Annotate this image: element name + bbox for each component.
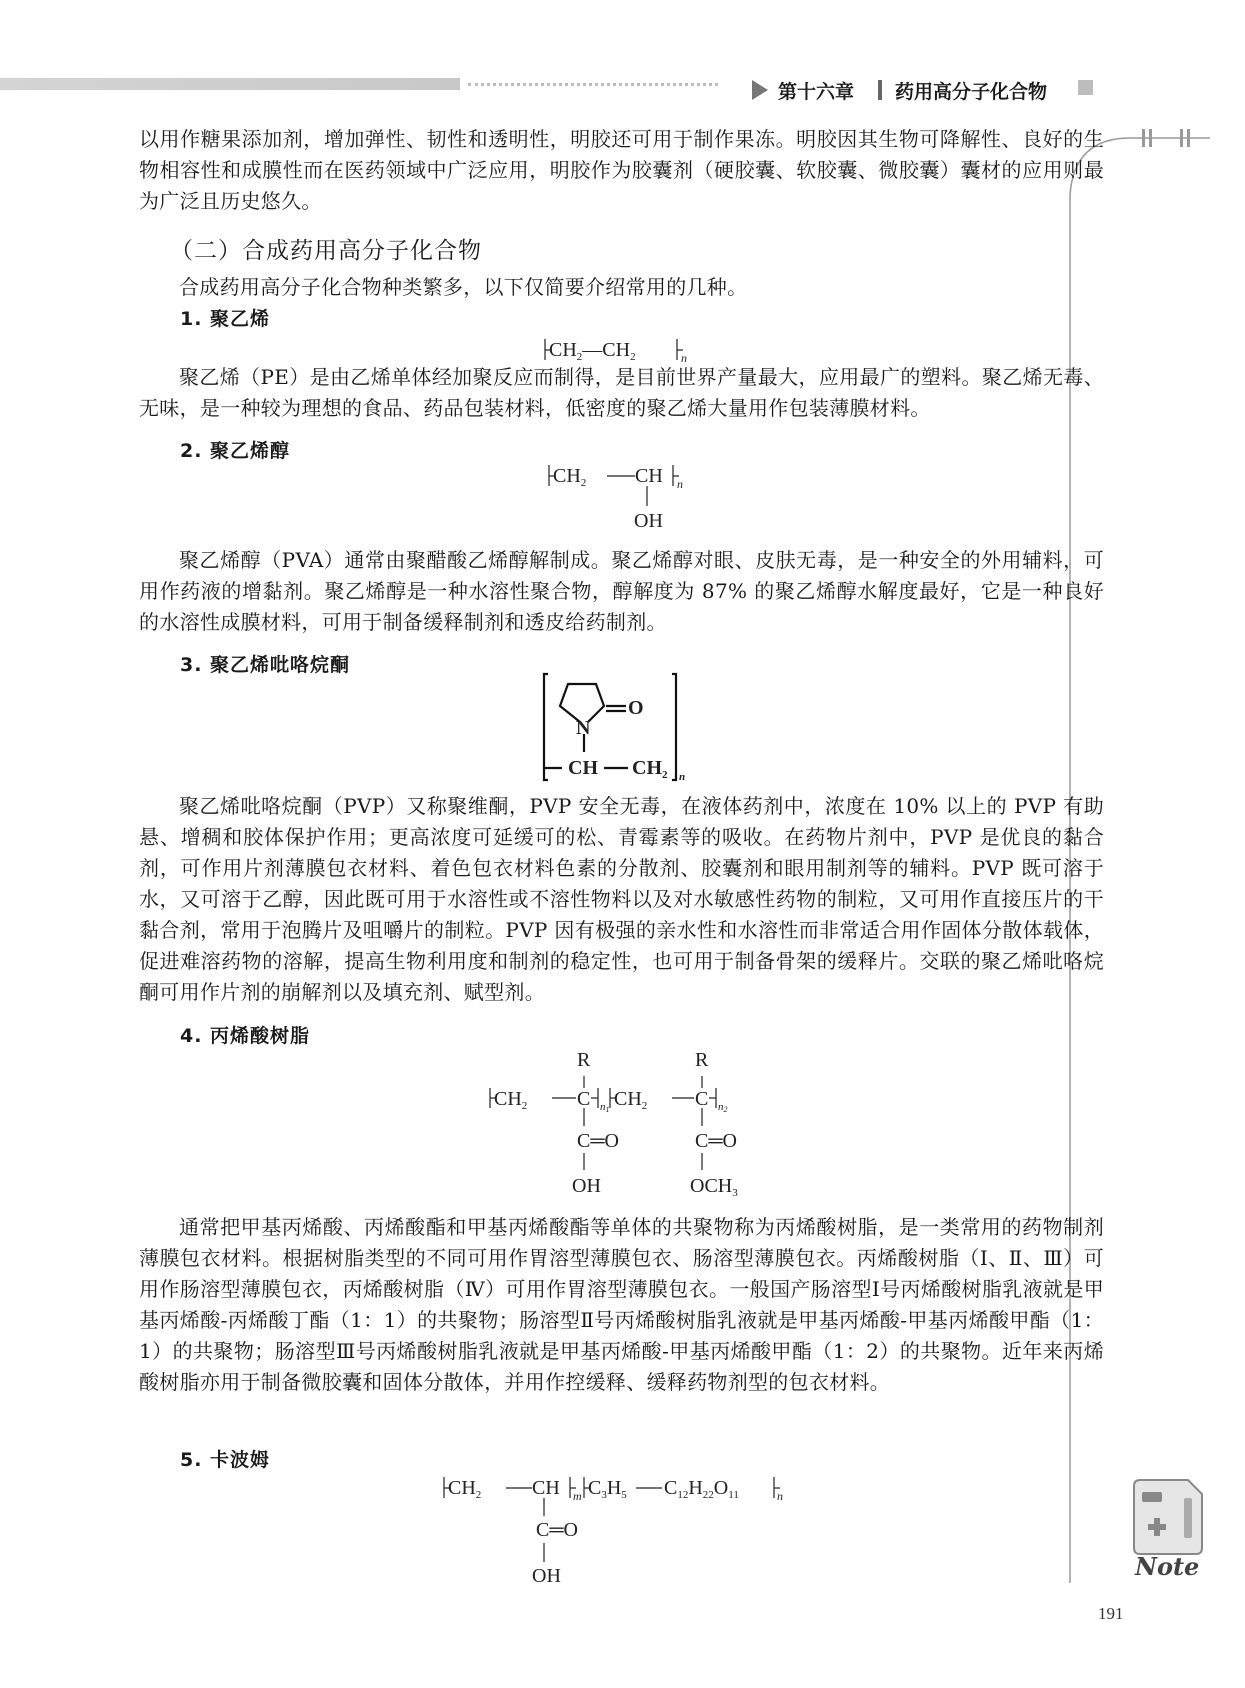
svg-text:C12H22O11: $C_{12}H_{22}O_{11}$	[664, 1477, 739, 1501]
svg-text:C: C	[695, 1088, 709, 1110]
svg-text:OH: OH	[532, 1565, 561, 1587]
heading-pva: 2. 聚乙烯醇	[180, 440, 291, 462]
svg-text:CH2: $CH_2$	[448, 1477, 482, 1501]
svg-text:N: N	[576, 717, 591, 739]
header-bar	[0, 78, 460, 90]
svg-text:n: n	[681, 351, 687, 362]
svg-text:CH2: $CH_2$	[553, 465, 587, 489]
heading-pe: 1. 聚乙烯	[180, 308, 271, 330]
formula-carbomer	[440, 1470, 810, 1590]
heading-acrylic: 4. 丙烯酸树脂	[180, 1025, 311, 1047]
header-chapter: 第十六章	[778, 81, 855, 103]
svg-text:OCH3: $OCH_3$	[690, 1175, 738, 1199]
svg-text:n: n	[679, 771, 686, 783]
svg-text:CH: CH	[532, 1477, 560, 1499]
svg-text:C: C	[577, 1088, 591, 1110]
paragraph-pva: 聚乙烯醇（PVA）通常由聚醋酸乙烯醇解制成。聚乙烯醇对眼、皮肤无毒，是一种安全的外用辅料，可用作药液的增黏剂。聚乙烯醇是一种水溶性聚合物，醇解度为 87% 的聚乙烯醇水解度最好，它是一种良好的水溶性成膜材料，可用于制备缓释制剂和透皮给药制剂。	[139, 548, 1104, 634]
formula-pe	[535, 332, 695, 362]
formula-pva	[545, 460, 695, 535]
note-label: Note	[1135, 1552, 1200, 1581]
svg-text:n: n	[777, 1489, 783, 1503]
header-dots	[468, 83, 718, 90]
svg-text:n: n	[677, 477, 683, 491]
svg-text:n1: n1	[600, 1101, 610, 1114]
svg-text:C═O: C═O	[695, 1130, 737, 1152]
section-title: （二）合成药用高分子化合物	[170, 238, 482, 264]
svg-text:CH2—CH2: $CH_2—CH_2$	[549, 339, 636, 362]
svg-text:CH: CH	[635, 465, 663, 487]
header-square-icon	[1078, 80, 1093, 95]
svg-text:O: O	[628, 697, 644, 719]
header-title: 药用高分子化合物	[895, 81, 1048, 103]
paragraph-pvp: 聚乙烯吡咯烷酮（PVP）又称聚维酮，PVP 安全无毒，在液体药剂中，浓度在 10% 以上的 PVP 有助悬、增稠和胶体保护作用；更高浓度可延缓可的松、青霉素等的吸收。在药物片剂中，PVP 是优良的黏合剂，可作用片剂薄膜包衣材料、着色包衣材料色素的分散剂、胶囊剂和眼用制剂等的辅料。PVP 既可溶于水，又可溶于乙醇，因此既可用于水溶性或不溶性物料以及对水敏感性药物的制粒，又可用作直接压片的干黏合剂，常用于泡腾片及咀嚼片的制粒。PVP 因有极强的亲水性和水溶性而非常适合用作固体分散体载体，促进难溶药物的溶解，提高生物利用度和制剂的稳定性，也可用于制备骨架的缓释片。交联的聚乙烯吡咯烷酮可用作片剂的崩解剂以及填充剂、赋型剂。	[139, 794, 1104, 1004]
svg-text:C═O: C═O	[577, 1130, 619, 1152]
paragraph-gelatin: 以用作糖果添加剂，增加弹性、韧性和透明性，明胶还可用于制作果冻。明胶因其生物可降解性、良好的生物相容性和成膜性而在医药领域中广泛应用，明胶作为胶囊剂（硬胶囊、软胶囊、微胶囊）囊材的应用则最为广泛且历史悠久。	[139, 127, 1104, 213]
svg-text:R: R	[577, 1049, 591, 1071]
svg-text:CH: CH	[568, 757, 598, 779]
heading-carbomer: 5. 卡波姆	[180, 1449, 271, 1471]
svg-text:n2: n2	[718, 1101, 728, 1114]
formula-acrylic	[488, 1048, 778, 1203]
svg-text:CH2: $CH_2$	[632, 757, 668, 781]
page-number: 191	[1098, 1604, 1124, 1623]
paragraph-intro: 合成药用高分子化合物种类繁多，以下仅简要介绍常用的几种。	[179, 275, 748, 299]
svg-text:OH: OH	[634, 510, 663, 532]
paragraph-acrylic: 通常把甲基丙烯酸、丙烯酸酯和甲基丙烯酸酯等单体的共聚物称为丙烯酸树脂，是一类常用的药物制剂薄膜包衣材料。根据树脂类型的不同可用作胃溶型薄膜包衣、肠溶型薄膜包衣。丙烯酸树脂（Ⅰ、Ⅱ、Ⅲ）可用作肠溶型薄膜包衣，丙烯酸树脂（Ⅳ）可用作胃溶型薄膜包衣。一般国产肠溶型Ⅰ号丙烯酸树脂乳液就是甲基丙烯酸-丙烯酸丁酯（1：1）的共聚物；肠溶型Ⅱ号丙烯酸树脂乳液就是甲基丙烯酸-甲基丙烯酸甲酯（1：1）的共聚物；肠溶型Ⅲ号丙烯酸树脂乳液就是甲基丙烯酸-甲基丙烯酸甲酯（1：2）的共聚物。近年来丙烯酸树脂亦用于制备微胶囊和固体分散体，并用作控缓释、缓释药物剂型的包衣材料。	[139, 1215, 1104, 1394]
heading-pvp: 3. 聚乙烯吡咯烷酮	[180, 654, 351, 676]
svg-text:m: m	[573, 1489, 582, 1503]
svg-text:C3H5: $C_3H_5$	[588, 1477, 627, 1501]
formula-pvp	[540, 672, 715, 787]
header-divider	[878, 80, 882, 100]
svg-text:CH2: $CH_2$	[494, 1088, 528, 1112]
svg-text:CH2: $CH_2$	[614, 1088, 648, 1112]
svg-text:R: R	[695, 1049, 709, 1071]
header-arrow-icon	[752, 80, 768, 100]
paragraph-pe: 聚乙烯（PE）是由乙烯单体经加聚反应而制得，是目前世界产量最大，应用最广的塑料。聚乙烯无毒、无味，是一种较为理想的食品、药品包装材料，低密度的聚乙烯大量用作包装薄膜材料。	[139, 365, 1104, 420]
svg-text:C═O: C═O	[536, 1519, 578, 1541]
svg-text:OH: OH	[572, 1175, 601, 1197]
